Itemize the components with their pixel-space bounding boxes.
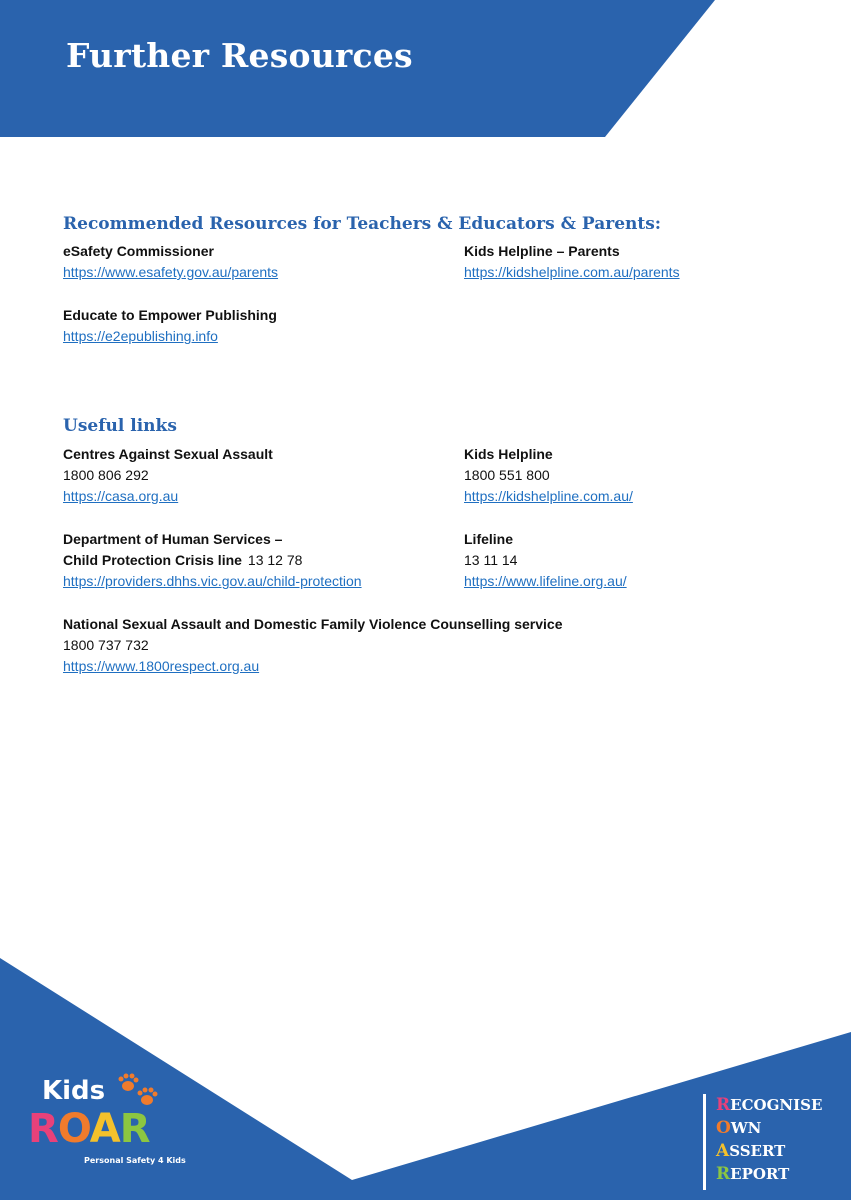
- resource-phone: 1800 806 292: [63, 467, 149, 483]
- resource-e2e-publishing: [63, 305, 277, 347]
- page-title: Further Resources: [66, 36, 413, 75]
- logo-roar-letter: R: [119, 1106, 150, 1152]
- acronym-initial: R: [716, 1095, 731, 1115]
- resource-name: Lifeline: [464, 531, 514, 547]
- acronym-rest: ECOGNISE: [730, 1096, 823, 1114]
- resource-dhs-child-protection: [63, 529, 362, 592]
- resource-1800respect: [63, 614, 563, 677]
- acronym-rest: WN: [730, 1119, 762, 1137]
- resource-name: Kids Helpline: [464, 446, 553, 462]
- resource-kids-helpline: [464, 444, 633, 507]
- resource-lifeline: [464, 529, 627, 592]
- acronym-initial: R: [716, 1164, 731, 1184]
- acronym-line-own: [716, 1117, 846, 1140]
- resource-esafety: [63, 241, 278, 283]
- resource-kids-helpline-parents: [464, 241, 680, 283]
- resource-name-line2: Child Protection Crisis line: [63, 552, 242, 568]
- logo-roar-letter: A: [89, 1106, 120, 1152]
- logo-roar-letter: R: [28, 1106, 58, 1152]
- resource-casa: [63, 444, 273, 507]
- resource-link[interactable]: https://kidshelpline.com.au/parents: [464, 264, 680, 280]
- resource-link[interactable]: https://www.1800respect.org.au: [63, 658, 260, 674]
- roar-acronym: [703, 1094, 846, 1190]
- logo-kids-text: Kids: [42, 1076, 106, 1106]
- resource-name: eSafety Commissioner: [63, 243, 214, 259]
- logo-tagline: Personal Safety 4 Kids: [84, 1156, 186, 1165]
- logo-roar-word: [28, 1106, 150, 1152]
- resource-name: Educate to Empower Publishing: [63, 307, 277, 323]
- resource-link[interactable]: https://kidshelpline.com.au/: [464, 488, 633, 504]
- kids-roar-logo: [28, 1072, 208, 1172]
- resource-name: Kids Helpline – Parents: [464, 243, 620, 259]
- logo-roar-letter: O: [57, 1106, 90, 1152]
- acronym-rest: EPORT: [730, 1165, 790, 1183]
- resource-link[interactable]: https://e2epublishing.info: [63, 328, 218, 344]
- resource-phone: 13 11 14: [464, 552, 518, 568]
- resource-name: National Sexual Assault and Domestic Family Violence Counselling service: [63, 616, 563, 632]
- resource-link[interactable]: https://providers.dhhs.vic.gov.au/child-protection: [63, 573, 362, 589]
- resource-phone: 1800 737 732: [63, 637, 149, 653]
- acronym-line-report: [716, 1163, 846, 1186]
- teachers-section-title: Recommended Resources for Teachers & Educators & Parents:: [63, 214, 662, 234]
- resource-link[interactable]: https://www.esafety.gov.au/parents: [63, 264, 279, 280]
- acronym-rest: SSERT: [729, 1142, 786, 1160]
- acronym-initial: O: [716, 1118, 731, 1138]
- resource-name-line1: Department of Human Services –: [63, 531, 283, 547]
- acronym-initial: A: [716, 1141, 730, 1161]
- resource-name: Centres Against Sexual Assault: [63, 446, 273, 462]
- acronym-line-assert: [716, 1140, 846, 1163]
- resource-link[interactable]: https://casa.org.au: [63, 488, 179, 504]
- resource-phone: 13 12 78: [247, 552, 303, 568]
- resource-phone: 1800 551 800: [464, 467, 550, 483]
- resource-name-line2-wrap: [63, 550, 362, 571]
- resource-link[interactable]: https://www.lifeline.org.au/: [464, 573, 627, 589]
- useful-links-title: Useful links: [63, 416, 177, 436]
- acronym-line-recognise: [716, 1094, 846, 1117]
